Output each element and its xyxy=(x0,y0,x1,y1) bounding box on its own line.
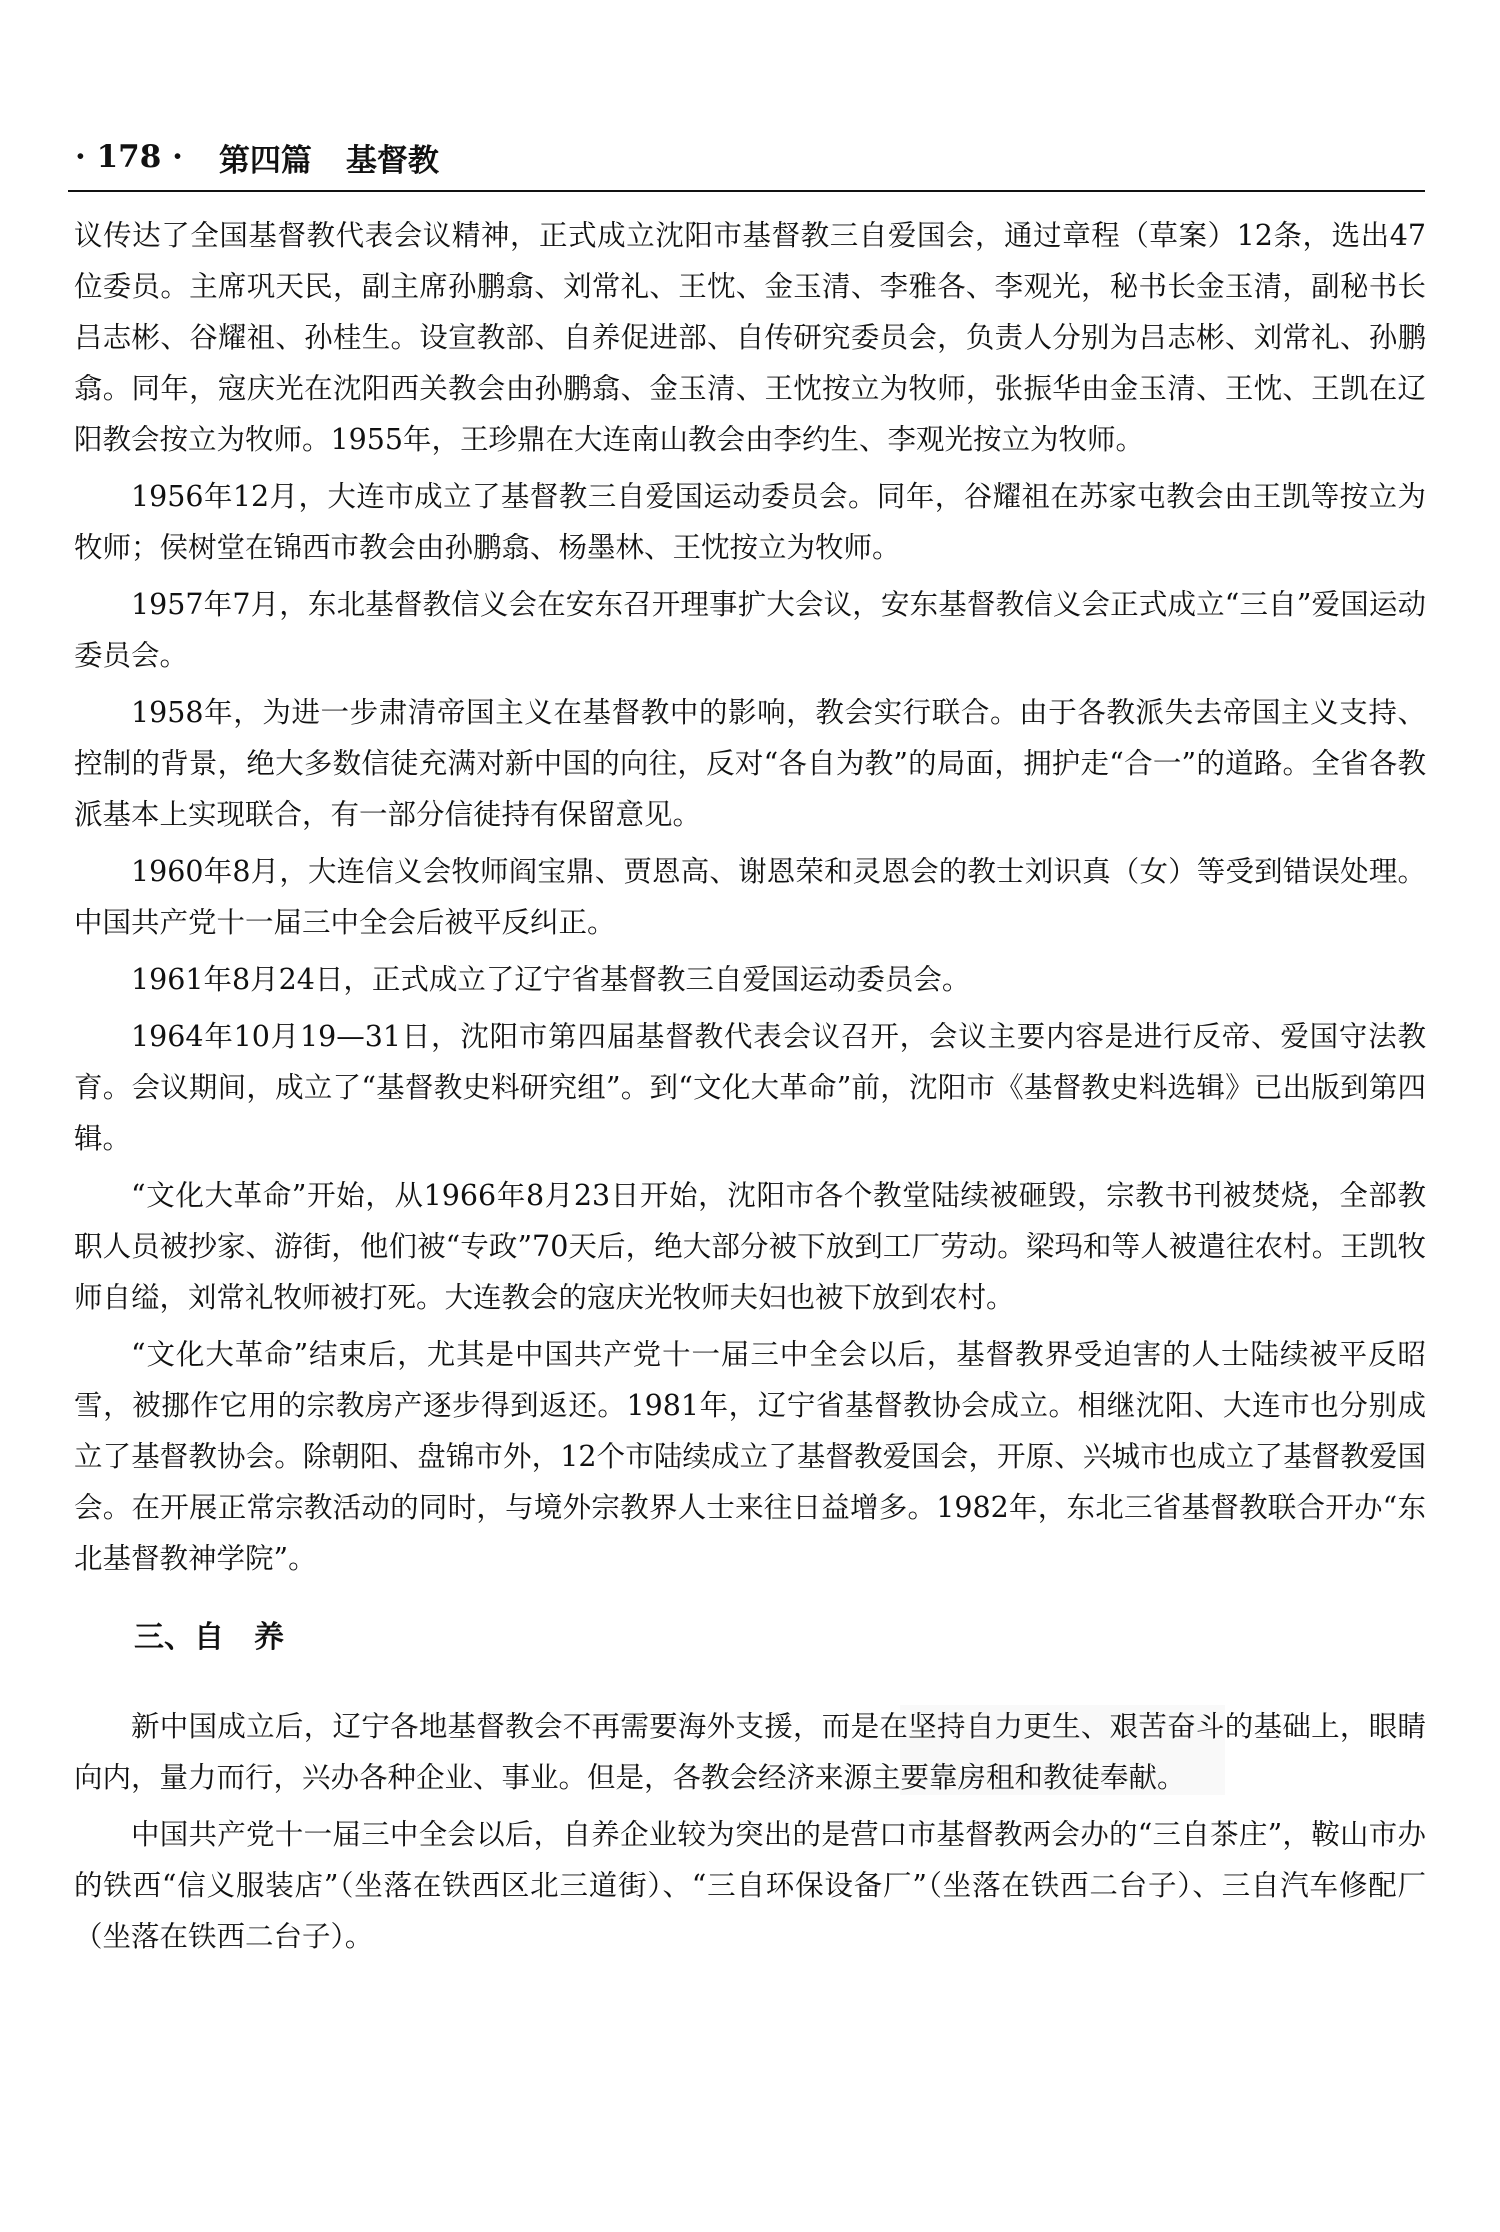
page-number: · 178 · xyxy=(75,139,183,175)
part-title: 第四篇 xyxy=(218,142,312,179)
paragraph-continued: 议传达了全国基督教代表会议精神，正式成立沈阳市基督教三自爱国会，通过章程（草案）12条，选出47位委员。主席巩天民，副主席孙鹏翕、刘常礼、王忱、金玉清、李雅各、李观光，秘书长金玉清，副秘书长吕志彬、谷耀祖、孙桂生。设宣教部、自养促进部、自传研究委员会，负责人分别为吕志彬、刘常礼、孙鹏翕。同年，寇庆光在沈阳西关教会由孙鹏翕、金玉清、王忱按立为牧师，张振华由金玉清、王忱、王凯在辽阳教会按立为牧师。1955年，王珍鼎在大连南山教会由李约生、李观光按立为牧师。 xyxy=(74,219,1426,456)
paragraph: 1957年7月，东北基督教信义会在安东召开理事扩大会议，安东基督教信义会正式成立“三自”爱国运动委员会。 xyxy=(74,588,1426,672)
paragraph: “文化大革命”开始，从1966年8月23日开始，沈阳市各个教堂陆续被砸毁，宗教书刊被焚烧，全部教职人员被抄家、游街，他们被“专政”70天后，绝大部分被下放到工厂劳动。梁玛和等人被遣往农村。王凯牧师自缢，刘常礼牧师被打死。大连教会的寇庆光牧师夫妇也被下放到农村。 xyxy=(74,1179,1426,1314)
chapter-title: 基督教 xyxy=(345,142,439,179)
section-heading: 三、自 养 xyxy=(134,1620,284,1655)
page-header xyxy=(75,132,1425,182)
paragraph: 新中国成立后，辽宁各地基督教会不再需要海外支援，而是在坚持自力更生、艰苦奋斗的基础上，眼睛向内，量力而行，兴办各种企业、事业。但是，各教会经济来源主要靠房租和教徒奉献。 xyxy=(74,1710,1426,1794)
paragraph: 1961年8月24日，正式成立了辽宁省基督教三自爱国运动委员会。 xyxy=(131,963,971,996)
paragraph: 中国共产党十一届三中全会以后，自养企业较为突出的是营口市基督教两会办的“三自茶庄”，鞍山市办的铁西“信义服装店”（坐落在铁西区北三道街）、“三自环保设备厂”（坐落在铁西二台子）、三自汽车修配厂（坐落在铁西二台子）。 xyxy=(74,1818,1426,1953)
paragraph: “文化大革命”结束后，尤其是中国共产党十一届三中全会以后，基督教界受迫害的人士陆续被平反昭雪，被挪作它用的宗教房产逐步得到返还。1981年，辽宁省基督教协会成立。相继沈阳、大连市也分别成立了基督教协会。除朝阳、盘锦市外，12个市陆续成立了基督教爱国会，开原、兴城市也成立了基督教爱国会。在开展正常宗教活动的同时，与境外宗教界人士来往日益增多。1982年，东北三省基督教联合开办“东北基督教神学院”。 xyxy=(74,1338,1426,1575)
paragraph: 1960年8月，大连信义会牧师阎宝鼎、贾恩高、谢恩荣和灵恩会的教士刘识真（女）等受到错误处理。中国共产党十一届三中全会后被平反纠正。 xyxy=(74,855,1426,939)
paragraph: 1958年，为进一步肃清帝国主义在基督教中的影响，教会实行联合。由于各教派失去帝国主义支持、控制的背景，绝大多数信徒充满对新中国的向往，反对“各自为教”的局面，拥护走“合一”的道路。全省各教派基本上实现联合，有一部分信徒持有保留意见。 xyxy=(74,696,1426,831)
paragraph: 1964年10月19—31日，沈阳市第四届基督教代表会议召开，会议主要内容是进行反帝、爱国守法教育。会议期间，成立了“基督教史料研究组”。到“文化大革命”前，沈阳市《基督教史料选辑》已出版到第四辑。 xyxy=(74,1020,1426,1155)
paragraph: 1956年12月，大连市成立了基督教三自爱国运动委员会。同年，谷耀祖在苏家屯教会由王凯等按立为牧师；侯树堂在锦西市教会由孙鹏翕、杨墨林、王忱按立为牧师。 xyxy=(74,480,1426,564)
header-rule xyxy=(68,190,1425,192)
body-text xyxy=(74,210,1426,1968)
